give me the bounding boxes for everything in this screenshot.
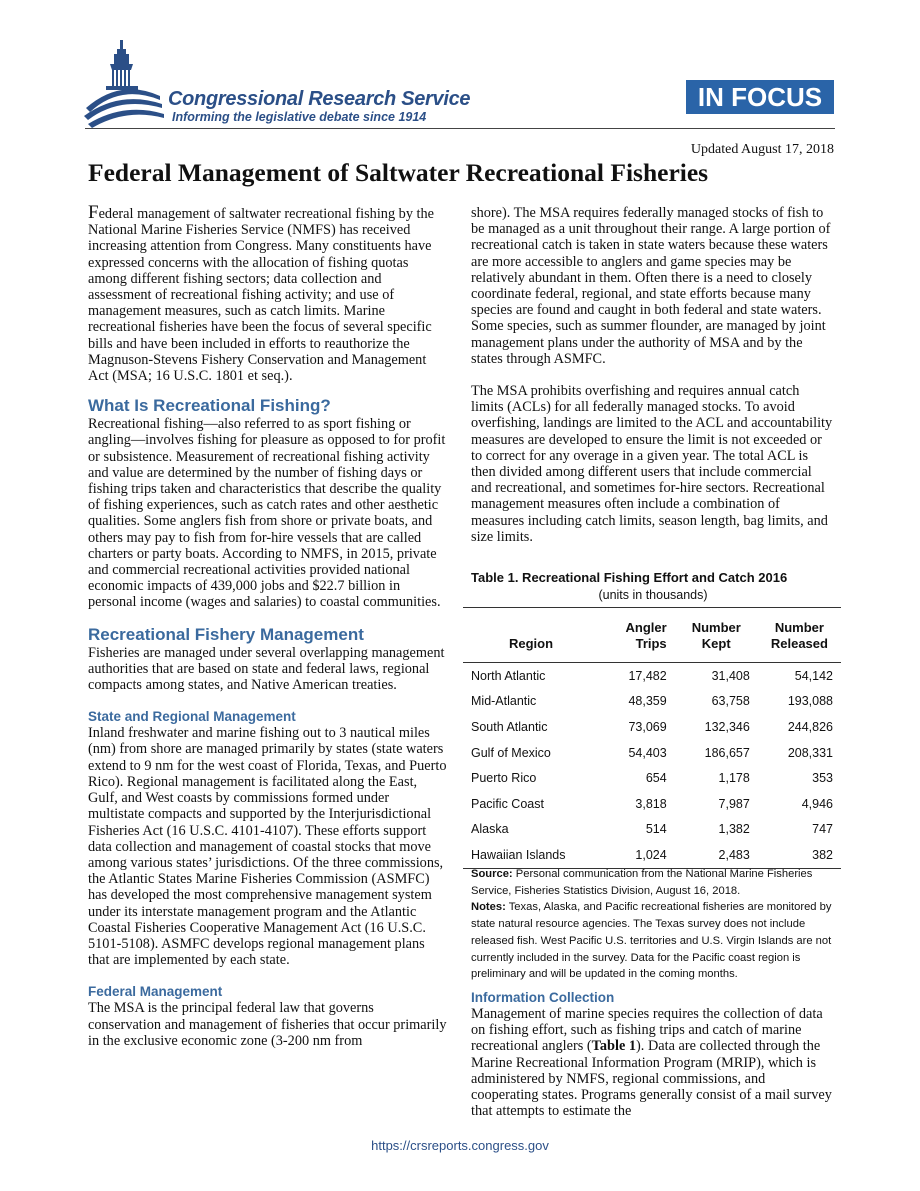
cell-released: 244,826 — [787, 719, 833, 734]
heading-state-regional-management: State and Regional Management — [88, 709, 296, 725]
paragraph-acl: The MSA prohibits overfishing and requires annual catch limits (ACLs) for all federally managed stocks. To avoid overfishing, landings are limited to the ACL and accountability measures are developed to ensure the limit is not exceeded or to correct for any overage in a given year. The total ACL is then divided among different users that include commercial and recreational, and sometimes for-hire sectors. Recreational management measures often include a combination of measures including catch limits, season length, bag limits, and size limits. — [471, 383, 833, 545]
table-row — [463, 663, 841, 689]
paragraph-what: Recreational fishing—also referred to as sport fishing or angling—involves fishing for pleasure as opposed to for profit or subsistence. Measurement of recreational fishing activity and value are determined by the number of fishing days or fishing trips taken and characteristics that describe the quality of fishing experiences, such as catch rates and other aesthetic qualities. Some anglers fish from shore or private boats, and others may pay to fish from for-hire vessels that are called charters or party boats. According to NMFS, in 2015, private and commercial recreational activities provided national economic impacts of 439,000 jobs and $22.7 billion in personal income (wages and salaries) to coastal communities. — [88, 416, 446, 611]
table-row — [463, 714, 841, 740]
paragraph-federal: The MSA is the principal federal law that governs conservation and management of fisheries that occur primarily in the exclusive economic zone (3-200 nm from — [88, 1000, 447, 1049]
left-column — [88, 202, 448, 1049]
column-header-angler-trips: Angler Trips — [599, 608, 675, 663]
cell-released: 747 — [812, 822, 833, 837]
table-notes-text — [471, 899, 835, 983]
heading-federal-management: Federal Management — [88, 984, 223, 1000]
table-units: (units in thousands) — [598, 588, 708, 602]
cell-region: Alaska — [471, 822, 509, 837]
cell-trips: 654 — [645, 771, 667, 786]
cell-trips: 17,482 — [628, 668, 667, 683]
notes-label: Notes: — [471, 901, 506, 914]
org-name: Congressional Research Service — [168, 88, 471, 110]
cell-kept: 1,178 — [718, 771, 750, 786]
heading-recreational-fishery-management: Recreational Fishery Management — [88, 624, 364, 644]
heading-what-is-recreational-fishing: What Is Recreational Fishing? — [88, 396, 331, 416]
footer-url-link[interactable]: https://crsreports.congress.gov — [371, 1138, 549, 1153]
cell-released: 382 — [758, 842, 841, 868]
cell-trips: 514 — [645, 822, 667, 837]
intro-text: ederal management of saltwater recreational fishing by the National Marine Fisheries Service (NMFS) has received increasing attention from Congress. Many constituents have expressed concerns with the allocation of fishing quotas among different fishing sectors; data collection and assessment of recreational fishing activity; and use of management measures, such as catch limits. Marine recreational fisheries have been the focus of several specific bills and have been included in efforts to reauthorize the Magnuson-Stevens Fishery Conservation and Management Act (MSA; 16 U.S.C. 1801 et seq.). — [88, 206, 435, 385]
cell-released: 193,088 — [787, 694, 833, 709]
table-source — [471, 866, 835, 899]
column-header-number-released: Number Released — [758, 608, 841, 663]
org-tagline: Informing the legislative debate since 1914 — [172, 110, 427, 124]
cell-region: North Atlantic — [471, 668, 546, 683]
fishing-effort-table — [463, 607, 841, 869]
cell-region: South Atlantic — [471, 719, 548, 734]
notes-text: Texas, Alaska, and Pacific recreational fisheries are monitored by state natural resource agencies. The Texas survey does not include released fish. West Pacific U.S. territories and U.S. Virgin Islands are not currently included in the survey. Data for the Pacific coast region is preliminary and will be updated in the coming months. — [471, 901, 832, 981]
info-text-a: Management of marine species requires the collection of data on fishing effort, such as fishing trips and catch of marine recreational anglers ( — [471, 1006, 823, 1055]
cell-kept: 7,987 — [718, 796, 750, 811]
source-text: Personal communication from the National Marine Fisheries Service, Fisheries Statistics Division, August 16, 2018. — [471, 868, 813, 897]
updated-date: Updated August 17, 2018 — [690, 142, 834, 157]
cell-kept: 1,382 — [718, 822, 750, 837]
table-row — [463, 817, 841, 843]
table-header-row — [463, 608, 841, 663]
paragraph-information — [471, 1006, 835, 1119]
cell-region: Gulf of Mexico — [471, 745, 551, 760]
heading-information-collection: Information Collection — [471, 990, 615, 1005]
cell-trips: 1,024 — [599, 842, 675, 868]
table-row — [463, 791, 841, 817]
table-row — [463, 842, 841, 868]
table-notes — [471, 866, 835, 983]
cell-kept: 186,657 — [704, 745, 750, 760]
cell-trips: 54,403 — [628, 745, 667, 760]
cell-released: 54,142 — [794, 668, 833, 683]
cell-kept: 31,408 — [711, 668, 750, 683]
cell-trips: 73,069 — [628, 719, 667, 734]
paragraph-state: Inland freshwater and marine fishing out to 3 nautical miles (nm) from shore are managed primarily by states (state waters extend to 9 nm for the west coast of Florida, Texas, and Puerto Rico). Regional management is facilitated along the East, Gulf, and West coasts by commissions formed under multistate compacts and supported by the Interjurisdictional Fisheries Act (16 U.S.C. 4101-4107). These efforts support data collection and management of coastal stocks that move among various states’ jurisdictions. Of the three commissions, the Atlantic States Marine Fisheries Commission (ASMFC) has developed the most comprehensive management system under its interstate management program and the Atlantic Coastal Fisheries Cooperative Management Act (16 U.S.C. 5101-5108). ASMFC develops regional management plans that are implemented by each state. — [88, 725, 447, 969]
information-collection-section — [471, 990, 835, 1119]
table-row — [463, 740, 841, 766]
column-header-region: Region — [463, 608, 599, 663]
paragraph-msa-continued: shore). The MSA requires federally managed stocks of fish to be managed as a unit throughout their range. A large portion of recreational catch is taken in state waters because these waters are more accessible to anglers and game species may be relatively abundant in them. Often there is a need to closely coordinate federal, regional, and state efforts because many species are found and caught in both federal and state waters. Some species, such as summer flounder, are managed by joint management plans under the authority of MSA and by the states through ASMFC. — [471, 205, 831, 367]
header-divider — [85, 128, 835, 129]
in-focus-badge: IN FOCUS — [686, 80, 834, 114]
table-row — [463, 689, 841, 715]
cell-region: Pacific Coast — [471, 796, 544, 811]
table-row — [463, 765, 841, 791]
cell-released: 4,946 — [801, 796, 833, 811]
capitol-dome-logo — [80, 38, 166, 130]
cell-kept: 132,346 — [704, 719, 750, 734]
source-label: Source: — [471, 868, 513, 880]
info-text-b: ). Data are collected through the Marine Recreational Information Program (MRIP), which is administered by NMFS, regional commissions, and cooperating states. Programs generally consist of a mail survey that attempts to estimate the — [471, 1038, 832, 1120]
cell-released: 353 — [812, 771, 833, 786]
right-column — [471, 205, 835, 545]
table-reference-link[interactable]: Table 1 — [591, 1038, 637, 1055]
column-header-number-kept: Number Kept — [675, 608, 758, 663]
cell-kept: 63,758 — [711, 694, 750, 709]
cell-trips: 48,359 — [628, 694, 667, 709]
page-title: Federal Management of Saltwater Recreational Fisheries — [88, 158, 709, 187]
intro-paragraph — [88, 202, 448, 385]
cell-released: 208,331 — [787, 745, 833, 760]
cell-trips: 3,818 — [635, 796, 667, 811]
cell-region: Hawaiian Islands — [463, 842, 599, 868]
cell-kept: 2,483 — [675, 842, 758, 868]
table-caption: Table 1. Recreational Fishing Effort and Catch 2016 — [471, 570, 788, 585]
paragraph-management: Fisheries are managed under several overlapping management authorities that are based on state and federal laws, regional compacts among states, and Native American treaties. — [88, 644, 445, 694]
cell-region: Mid-Atlantic — [471, 694, 537, 709]
cell-region: Puerto Rico — [471, 771, 537, 786]
drop-cap: F — [88, 202, 99, 223]
